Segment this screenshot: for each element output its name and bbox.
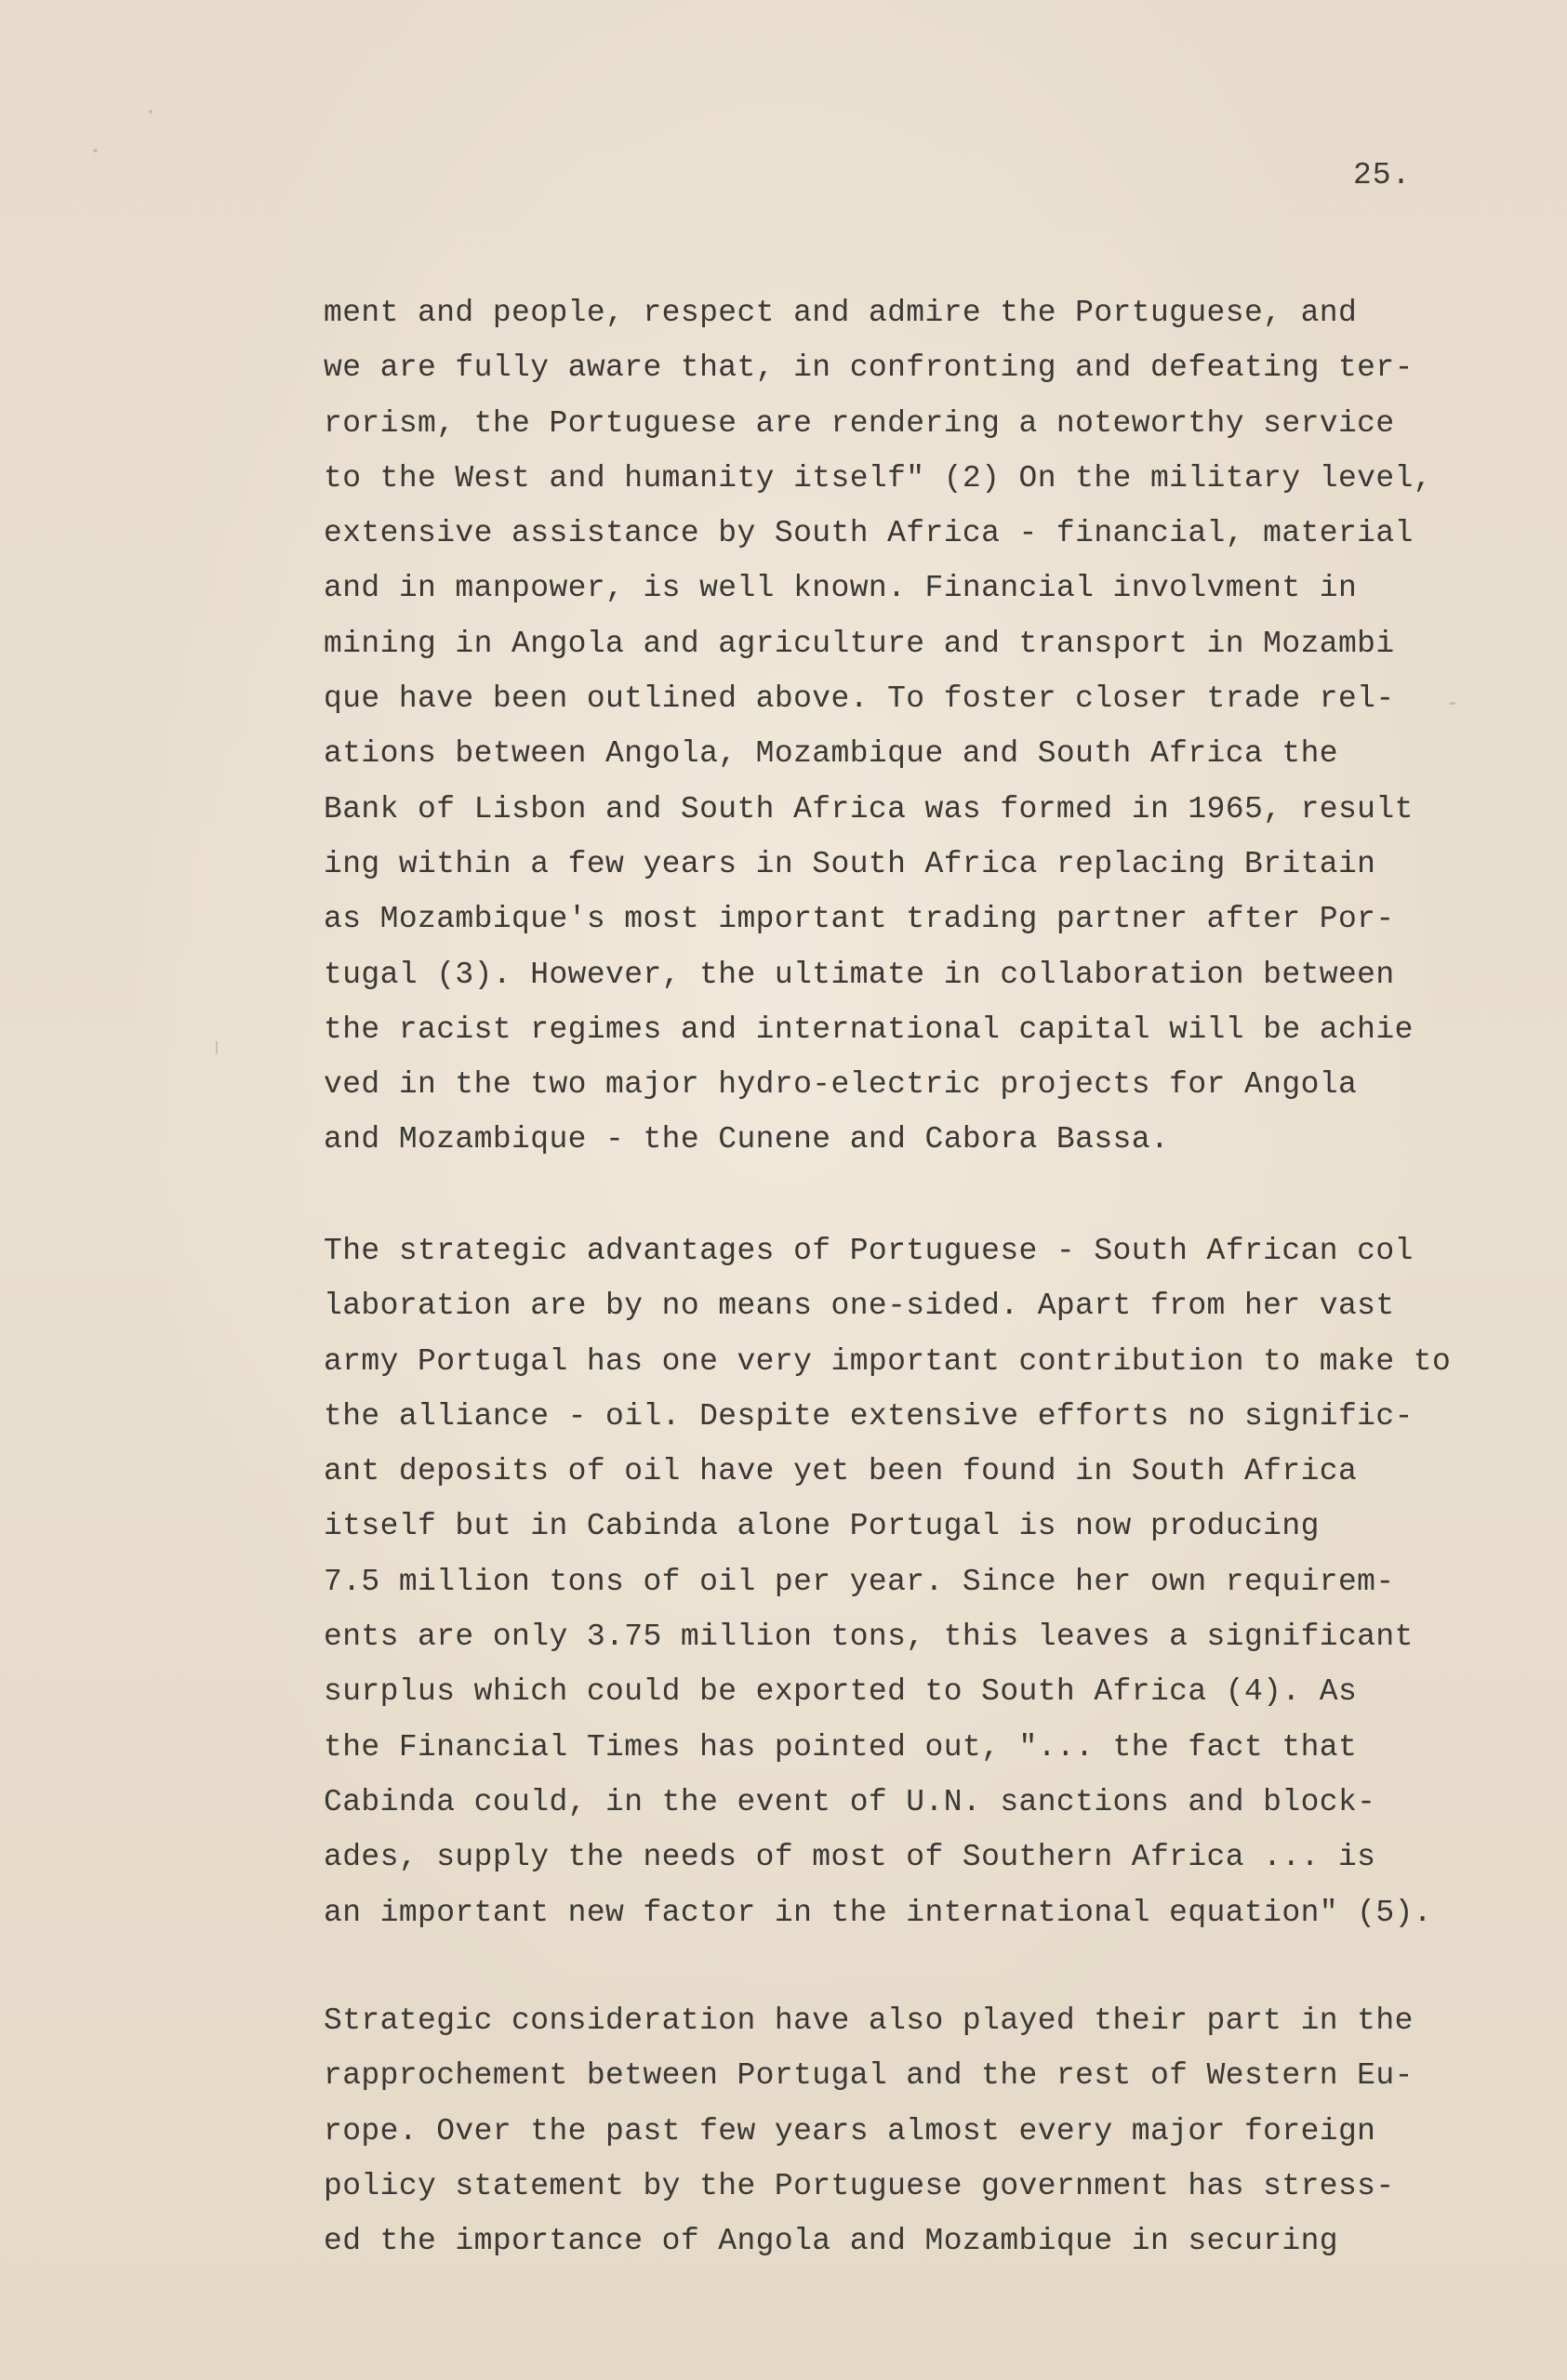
text-line: rope. Over the past few years almost every major foreign: [324, 2113, 1376, 2149]
text-line: and Mozambique - the Cunene and Cabora Bassa.: [324, 1122, 1170, 1157]
text-line: rapprochement between Portugal and the rest of Western Eu-: [324, 2058, 1414, 2094]
text-line: itself but in Cabinda alone Portugal is now producing: [324, 1509, 1320, 1544]
paper-speck: [93, 149, 98, 152]
text-line: tugal (3). However, the ultimate in collaboration between: [324, 957, 1395, 992]
text-line: ades, supply the needs of most of Southern Africa ... is: [324, 1840, 1376, 1875]
text-line: mining in Angola and agriculture and transport in Mozambi: [324, 626, 1395, 661]
paragraph-2: [324, 1223, 1477, 1940]
text-line: que have been outlined above. To foster closer trade rel-: [324, 681, 1395, 717]
text-line: surplus which could be exported to South Africa (4). As: [324, 1674, 1358, 1710]
text-line: Bank of Lisbon and South Africa was formed in 1965, result: [324, 791, 1414, 826]
text-line: The strategic advantages of Portuguese - South African col: [324, 1234, 1414, 1268]
text-line: we are fully aware that, in confronting and defeating ter-: [324, 350, 1414, 386]
text-line: ents are only 3.75 million tons, this leaves a significant: [324, 1620, 1414, 1655]
text-line: ations between Angola, Mozambique and South Africa the: [324, 736, 1338, 772]
text-line: 7.5 million tons of oil per year. Since her own requirem-: [324, 1564, 1395, 1599]
text-line: and in manpower, is well known. Financial involvment in: [324, 571, 1358, 606]
text-line: ing within a few years in South Africa replacing Britain: [324, 846, 1376, 881]
text-line: the racist regimes and international capital will be achie: [324, 1012, 1414, 1047]
text-line: policy statement by the Portuguese government has stress-: [324, 2168, 1395, 2203]
text-line: extensive assistance by South Africa - financial, material: [324, 516, 1414, 551]
page-number: 25.: [1353, 158, 1412, 192]
text-line: the Financial Times has pointed out, "... the fact that: [324, 1729, 1358, 1765]
text-line: army Portugal has one very important contribution to make to: [324, 1343, 1452, 1379]
text-line: as Mozambique's most important trading partner after Por-: [324, 902, 1395, 937]
paragraph-3: [324, 1993, 1477, 2268]
text-line: the alliance - oil. Despite extensive efforts no signific-: [324, 1398, 1414, 1434]
paper-speck: [216, 1041, 218, 1054]
text-line: to the West and humanity itself" (2) On the military level,: [324, 460, 1432, 496]
text-line: ed the importance of Angola and Mozambique in securing: [324, 2224, 1338, 2259]
text-line: ved in the two major hydro-electric projects for Angola: [324, 1067, 1358, 1103]
paper-speck: [149, 110, 153, 113]
text-line: Cabinda could, in the event of U.N. sanctions and block-: [324, 1784, 1376, 1819]
text-line: ant deposits of oil have yet been found in South Africa: [324, 1454, 1358, 1489]
text-line: rorism, the Portuguese are rendering a noteworthy service: [324, 405, 1395, 441]
paragraph-1: [324, 285, 1477, 1168]
text-line: laboration are by no means one-sided. Apart from her vast: [324, 1289, 1395, 1324]
text-line: an important new factor in the international equation" (5).: [324, 1895, 1432, 1930]
text-line: ment and people, respect and admire the Portuguese, and: [324, 296, 1358, 330]
text-line: Strategic consideration have also played their part in the: [324, 2003, 1414, 2038]
